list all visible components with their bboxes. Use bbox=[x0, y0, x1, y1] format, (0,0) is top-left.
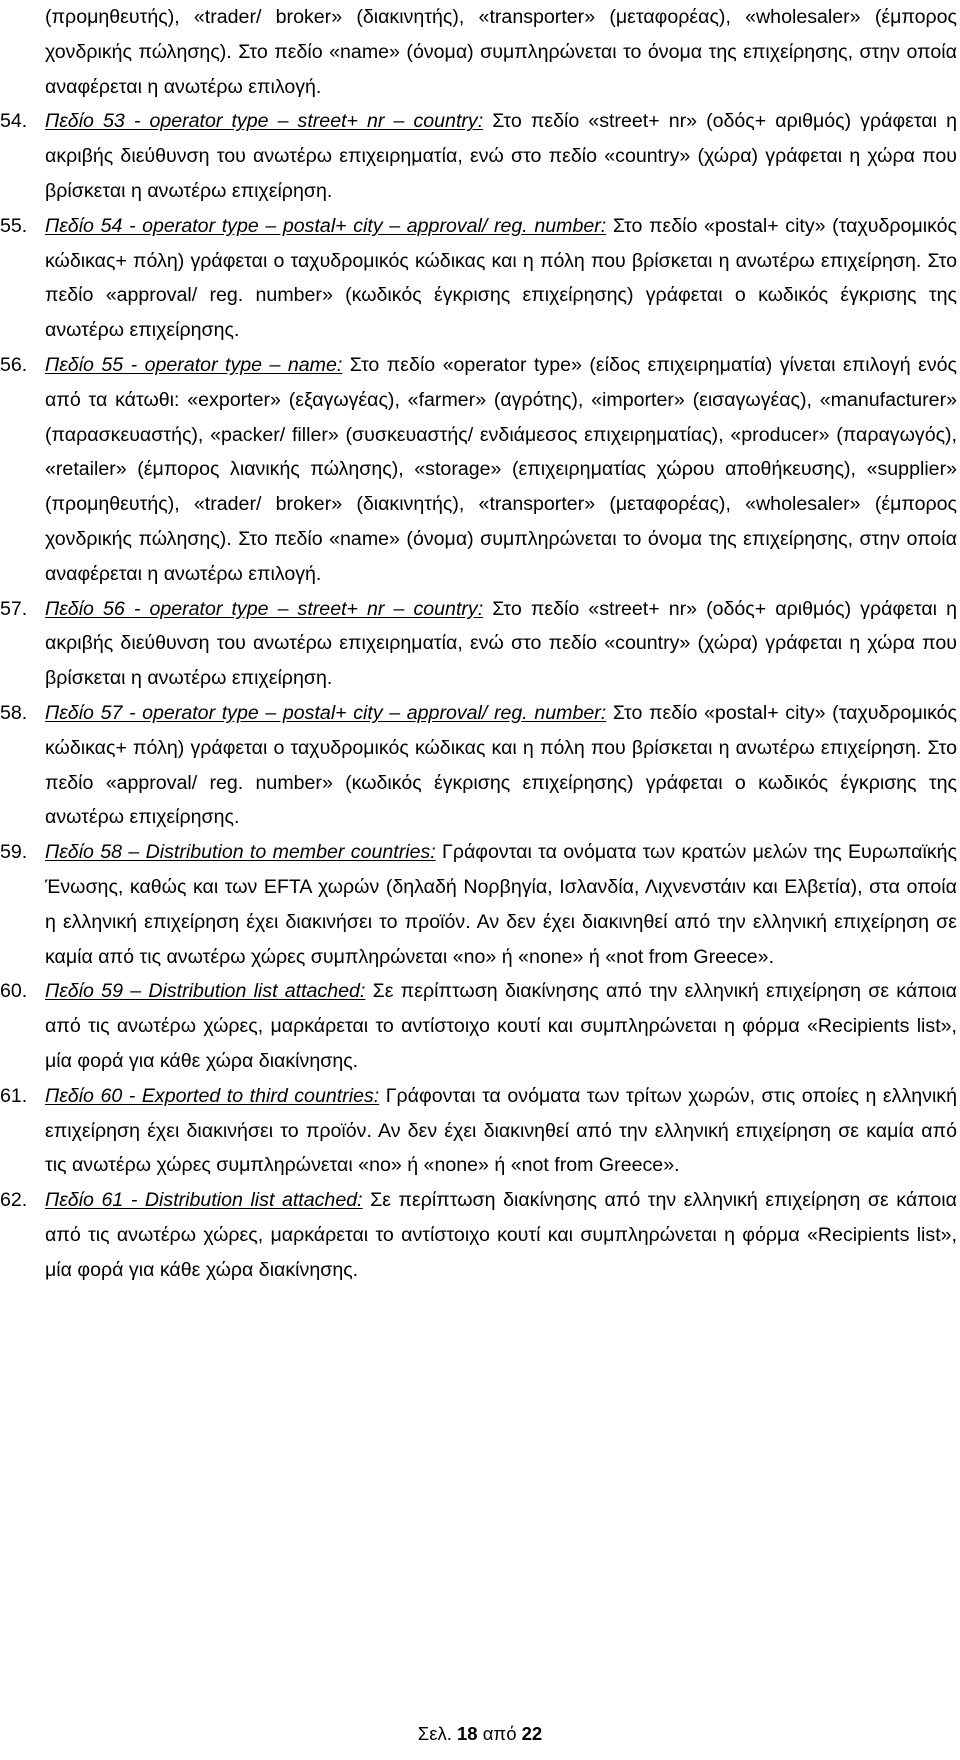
item-number: 54. bbox=[0, 110, 28, 133]
item-number: 61. bbox=[0, 1084, 28, 1107]
field-description: Γράφονται τα ονόματα των τρίτων χωρών, στις οποίες η ελληνική επιχείρηση έχει διακινήσει το προϊόν. Αν δεν έχει διακινηθεί από την ελληνική επιχείρηση σε καμία από τις ανωτέρω χώρες συμπληρώνεται «no» ή «none» ή «not from Greece». bbox=[45, 1084, 957, 1177]
continued-paragraph: (προμηθευτής), «trader/ broker» (διακινητής), «transporter» (μεταφορέας), «wholesaler» (έμπορος χονδρικής πώλησης). Στο πεδίο «name» (όνομα) συμπληρώνεται το όνομα της επιχείρησης, στην οποία αναφέρεται η ανωτέρω επιλογή. bbox=[45, 6, 957, 98]
field-heading: Πεδίο 55 - operator type – name: bbox=[45, 353, 343, 376]
field-description: Στο πεδίο «street+ nr» (οδός+ αριθμός) γράφεται η ακριβής διεύθυνση του ανωτέρω επιχειρηματία, ενώ στο πεδίο «country» (χώρα) γράφεται η χώρα που βρίσκεται η ανωτέρω επιχείρηση. bbox=[45, 597, 957, 690]
list-item bbox=[0, 1183, 957, 1287]
page-total: 22 bbox=[521, 1723, 543, 1744]
list-item bbox=[0, 696, 957, 835]
field-heading: Πεδίο 57 - operator type – postal+ city – approval/ reg. number: bbox=[45, 701, 607, 724]
field-description: Στο πεδίο «street+ nr» (οδός+ αριθμός) γράφεται η ακριβής διεύθυνση του ανωτέρω επιχειρηματία, ενώ στο πεδίο «country» (χώρα) γράφεται η χώρα που βρίσκεται η ανωτέρω επιχείρηση. bbox=[45, 110, 957, 202]
list-item bbox=[0, 835, 957, 974]
page-footer bbox=[0, 1722, 960, 1746]
item-number: 59. bbox=[0, 841, 28, 864]
list-item bbox=[0, 592, 957, 696]
field-heading: Πεδίο 53 - operator type – street+ nr – country: bbox=[45, 110, 484, 133]
field-heading: Πεδίο 59 – Distribution list attached: bbox=[45, 980, 366, 1003]
item-number: 55. bbox=[0, 214, 28, 237]
numbered-instruction-list bbox=[0, 104, 957, 1287]
page-of-label: από bbox=[482, 1723, 517, 1744]
field-description: Σε περίπτωση διακίνησης από την ελληνική επιχείρηση σε κάποια από τις ανωτέρω χώρες, μαρκάρεται το αντίστοιχο κουτί και συμπληρώνεται η φόρμα «Recipients list», μία φορά για κάθε χώρα διακίνησης. bbox=[45, 980, 957, 1072]
field-description: Στο πεδίο «postal+ city» (ταχυδρομικός κώδικας+ πόλη) γράφεται ο ταχυδρομικός κώδικας και η πόλη που βρίσκεται η ανωτέρω επιχείρηση. Στο πεδίο «approval/ reg. number» (κωδικός έγκρισης επιχείρησης) γράφεται ο κωδικός έγκρισης της ανωτέρω επιχείρησης. bbox=[45, 701, 957, 829]
field-description: Στο πεδίο «postal+ city» (ταχυδρομικός κώδικας+ πόλη) γράφεται ο ταχυδρομικός κώδικας και η πόλη που βρίσκεται η ανωτέρω επιχείρηση. Στο πεδίο «approval/ reg. number» (κωδικός έγκρισης επιχείρησης) γράφεται ο κωδικός έγκρισης της ανωτέρω επιχείρησης. bbox=[45, 214, 957, 342]
item-number: 57. bbox=[0, 597, 28, 620]
list-item bbox=[0, 348, 957, 592]
list-item bbox=[0, 1079, 957, 1183]
field-heading: Πεδίο 61 - Distribution list attached: bbox=[45, 1189, 363, 1212]
field-heading: Πεδίο 58 – Distribution to member countries: bbox=[45, 841, 436, 864]
field-heading: Πεδίο 56 - operator type – street+ nr – country: bbox=[45, 597, 484, 620]
page-label: Σελ. bbox=[417, 1723, 452, 1744]
field-heading: Πεδίο 54 - operator type – postal+ city – approval/ reg. number: bbox=[45, 214, 607, 237]
field-description: Στο πεδίο «operator type» (είδος επιχειρηματία) γίνεται επιλογή ενός από τα κάτωθι: «exporter» (εξαγωγέας), «farmer» (αγρότης), «importer» (εισαγωγέας), «manufacturer» (παρασκευαστής), «packer/ filler» (συσκευαστής/ ενδιάμεσος επιχειρηματίας), «producer» (παραγωγός), «retailer» (έμπορος λιανικής πώλησης), «storage» (επιχειρηματίας χώρου αποθήκευσης), «supplier» (προμηθευτής), «trader/ broker» (διακινητής), «transporter» (μεταφορέας), «wholesaler» (έμπορος χονδρικής πώλησης). Στο πεδίο «name» (όνομα) συμπληρώνεται το όνομα της επιχείρησης, στην οποία αναφέρεται η ανωτέρω επιλογή. bbox=[45, 353, 957, 585]
field-heading: Πεδίο 60 - Exported to third countries: bbox=[45, 1084, 380, 1107]
field-description: Γράφονται τα ονόματα των κρατών μελών της Ευρωπαϊκής Ένωσης, καθώς και των EFTA χωρών (δηλαδή Νορβηγία, Ισλανδία, Λιχνενστάιν και Ελβετία), στα οποία η ελληνική επιχείρηση έχει διακινήσει το προϊόν. Αν δεν έχει διακινηθεί από την ελληνική επιχείρηση σε καμία από τις ανωτέρω χώρες συμπληρώνεται «no» ή «none» ή «not from Greece». bbox=[45, 841, 957, 968]
item-number: 62. bbox=[0, 1189, 28, 1212]
field-description: Σε περίπτωση διακίνησης από την ελληνική επιχείρηση σε κάποια από τις ανωτέρω χώρες, μαρκάρεται το αντίστοιχο κουτί και συμπληρώνεται η φόρμα «Recipients list», μία φορά για κάθε χώρα διακίνησης. bbox=[45, 1189, 957, 1281]
list-item bbox=[0, 974, 957, 1078]
item-number: 56. bbox=[0, 353, 28, 376]
list-item bbox=[0, 104, 957, 208]
list-item bbox=[0, 209, 957, 348]
page-number: 18 bbox=[457, 1723, 478, 1744]
item-number: 60. bbox=[0, 980, 28, 1003]
item-number: 58. bbox=[0, 701, 28, 724]
